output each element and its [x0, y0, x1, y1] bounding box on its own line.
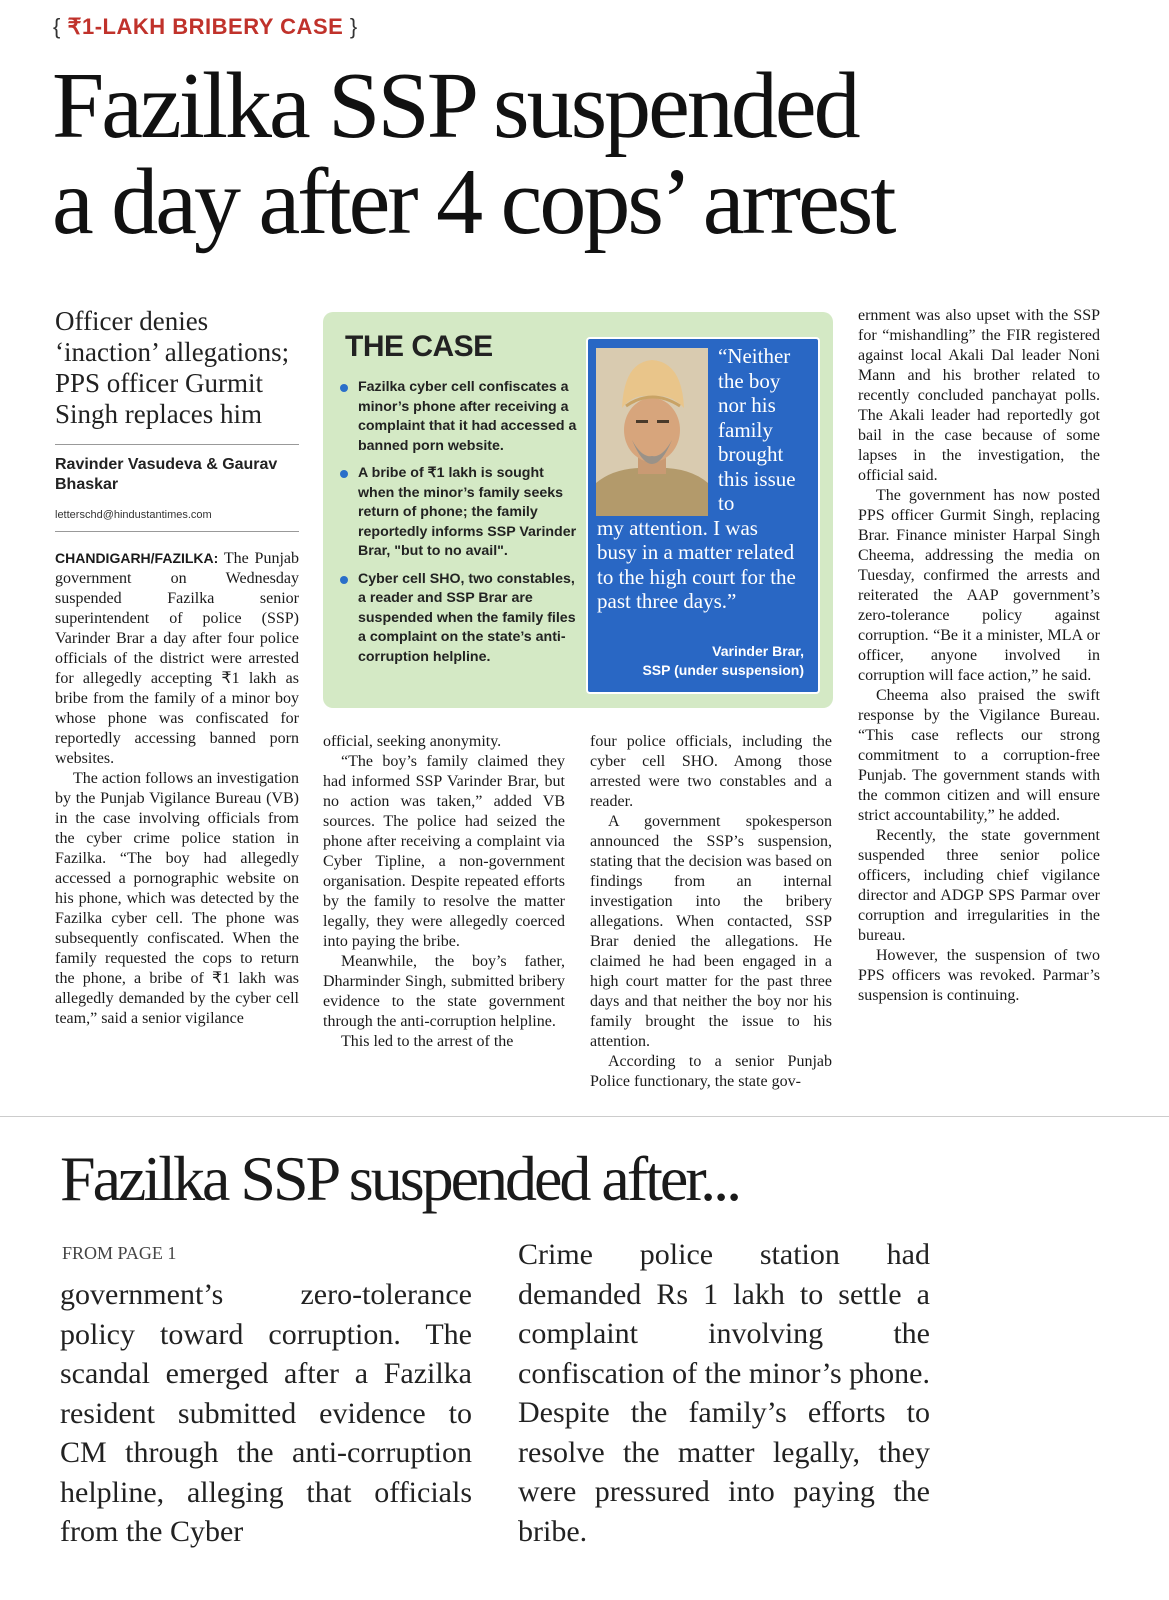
clipping-divider	[0, 1116, 1169, 1117]
bullet-icon	[340, 576, 348, 584]
list-item	[340, 378, 580, 456]
divider-rule	[55, 444, 299, 445]
article-column-3	[590, 732, 832, 1092]
kicker-open-brace: {	[53, 14, 61, 39]
section-kicker	[53, 14, 358, 40]
paragraph: four police officials, including the cyber cell SHO. Among those arrested were two constables and a reader.	[590, 733, 832, 810]
paragraph: The action follows an investigation by the Punjab Vigilance Bureau (VB) in the case involving officials from the cyber crime police station in Fazilka. “The boy had allegedly accessed a pornographic website on his phone, which was detected by the Fazilka cyber cell. The phone was subsequently confiscated. When the family requested the cops to return the phone, a bribe of ₹1 lakh was allegedly demanded by the cyber cell team,” said a senior vigilance	[55, 770, 299, 1027]
headline	[52, 54, 1132, 254]
article-column-2	[323, 732, 565, 1052]
bullet-icon	[340, 384, 348, 392]
dateline: CHANDIGARH/FAZILKA:	[55, 550, 219, 566]
paragraph: The government has now posted PPS officer Gurmit Singh, replacing Brar. Finance minister Harpal Singh Cheema, addressing the media on Tuesday, confirmed the arrests and reiterated the AAP government’s zero-tolerance policy against corruption. “Be it a minister, MLA or officer, anyone involved in corruption will face action,” he said.	[858, 487, 1100, 684]
paragraph: According to a senior Punjab Police functionary, the state gov-	[590, 1053, 832, 1090]
quote-role: SSP (under suspension)	[642, 662, 804, 678]
byline: Ravinder Vasudeva & Gaurav Bhaskar	[55, 456, 278, 493]
list-item-text: A bribe of ₹1 lakh is sought when the minor’s family seeks return of phone; the family reportedly informs SSP Varinder Brar, "but to no avail".	[358, 465, 577, 559]
bullet-icon	[340, 470, 348, 478]
pull-quote-start: “Neither the boy nor his family brought this issue to	[718, 344, 796, 515]
kicker-text: ₹1-LAKH BRIBERY CASE	[67, 14, 344, 39]
jump-column-right: Crime police station had demanded Rs 1 lakh to settle a complaint involving the confiscation of the minor’s phone. Despite the family’s efforts to resolve the matter legally, they were pressured into paying the bribe.	[518, 1238, 930, 1548]
pull-quote-rest: my attention. I was busy in a matter related to the high court for the past three days.”	[597, 515, 796, 613]
paragraph: “The boy’s family claimed they had informed SSP Varinder Brar, but no action was taken,” added VB sources. The police had seized the phone after receiving a complaint via Cyber Tipline, a non-government organisation. Despite repeated efforts by the family to resolve the matter legally, they were allegedly coerced into paying the bribe.	[323, 753, 565, 950]
from-page-label: FROM PAGE 1	[62, 1243, 177, 1263]
paragraph: ernment was also upset with the SSP for “mishandling” the FIR registered against local Akali Dal leader Noni Mann and his brother related to recently concluded panchayat polls. The Akali leader had reportedly got bail in the case because of some lapses in the investigation, the official said.	[858, 307, 1100, 484]
the-case-list	[340, 378, 580, 675]
article-column-1	[55, 548, 299, 1029]
divider-rule	[55, 531, 299, 532]
the-case-title: THE CASE	[345, 330, 493, 363]
headline-line-2: a day after 4 cops’ arrest	[52, 150, 894, 254]
deck-subhead: Officer denies ‘inaction’ allegations; PPS officer Gurmit Singh replaces him	[55, 306, 290, 429]
list-item	[340, 464, 580, 562]
paragraph: official, seeking anonymity.	[323, 733, 502, 750]
paragraph: Recently, the state government suspended three senior police officers, including chief vigilance director and ADGP SPS Parmar over corruption and irregularities in the bureau.	[858, 827, 1100, 944]
paragraph: Cheema also praised the swift response by the Vigilance Bureau. “This case reflects our strong commitment to a corruption-free Punjab. The government stands with the common citizen and will ensure strict accountability,” he added.	[858, 687, 1100, 824]
jump-column-left: government’s zero-tolerance policy toward corruption. The scandal emerged after a Fazilka resident submitted evidence to CM through the anti-corruption helpline, alleging that officials from the Cyber	[60, 1278, 472, 1548]
jump-headline: Fazilka SSP suspended after...	[60, 1143, 740, 1214]
pull-quote	[597, 344, 807, 614]
byline-email: letterschd@hindustantimes.com	[55, 509, 212, 521]
paragraph: This led to the arrest of the	[341, 1033, 514, 1050]
paragraph: Meanwhile, the boy’s father, Dharminder Singh, submitted bribery evidence to the state government through the anti-corruption helpline.	[323, 953, 565, 1030]
list-item-text: Fazilka cyber cell confiscates a minor’s phone after receiving a complaint that it had accessed a banned porn website.	[358, 379, 577, 454]
quote-name: Varinder Brar,	[712, 643, 804, 659]
article-column-4	[858, 306, 1100, 1006]
headline-line-1: Fazilka SSP suspended	[52, 54, 858, 158]
paragraph	[55, 548, 299, 769]
quote-attribution	[610, 642, 804, 680]
paragraph: A government spokesperson announced the SSP’s suspension, stating that the decision was based on findings from an internal investigation into the bribery allegations. When contacted, SSP Brar denied the allegations. He claimed he had been engaged in a high court matter for the past three days and that neither the boy nor his family brought the issue to his attention.	[590, 813, 832, 1050]
list-item-text: Cyber cell SHO, two constables, a reader and SSP Brar are suspended when the family files a complaint on the state’s anti-corruption helpline.	[358, 570, 576, 665]
paragraph-text: The Punjab government on Wednesday suspended Fazilka senior superintendent of police (SSP) Varinder Brar a day after four police officials of the district were arrested for allegedly accepting ₹1 lakh as bribe from the family of a minor boy whose phone was confiscated for reportedly accessing banned porn websites.	[55, 550, 299, 767]
paragraph: However, the suspension of two PPS officers was revoked. Parmar’s suspension is continuing.	[858, 947, 1100, 1004]
list-item	[340, 570, 580, 668]
kicker-close-brace: }	[349, 14, 358, 39]
